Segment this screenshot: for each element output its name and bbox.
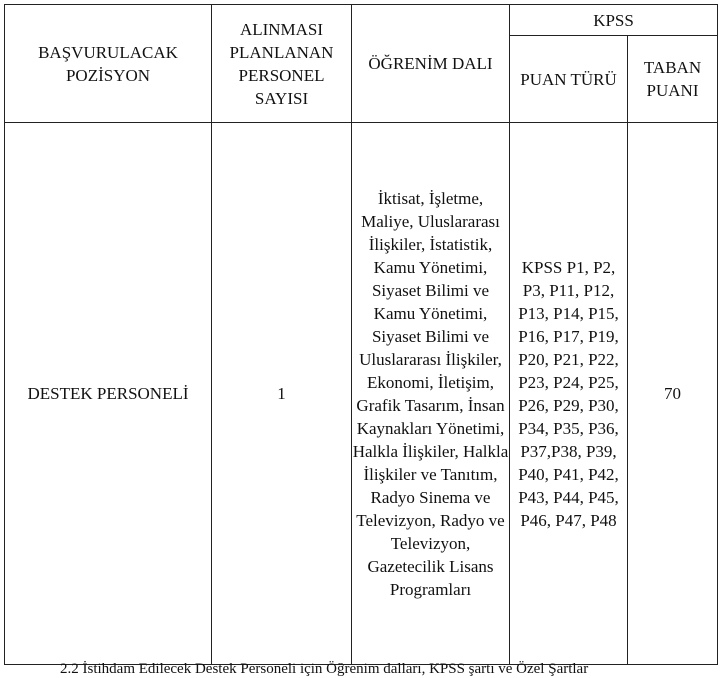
header-base-score: TABAN PUANI xyxy=(628,36,718,123)
header-position: BAŞVURULACAK POZİSYON xyxy=(5,5,212,123)
header-planned-count: ALINMASI PLANLANAN PERSONEL SAYISI xyxy=(212,5,352,123)
footnote: 2.2 İstihdam Edilecek Destek Personeli için Öğrenim dalları, KPSS şartı ve Özel Şartlar xyxy=(60,661,589,677)
recruitment-table xyxy=(4,4,718,665)
cell-base-score: 70 xyxy=(628,123,718,665)
header-score-type: PUAN TÜRÜ xyxy=(510,36,628,123)
header-kpss: KPSS xyxy=(510,5,718,36)
header-education-field: ÖĞRENİM DALI xyxy=(352,5,510,123)
cell-score-type: KPSS P1, P2, P3, P11, P12, P13, P14, P15, P16, P17, P19, P20, P21, P22, P23, P24, P25, P26, P29, P30, P34, P35, P36, P37,P38, P39, P40, P41, P42, P43, P44, P45, P46, P47, P48 xyxy=(510,123,628,665)
cell-planned-count: 1 xyxy=(212,123,352,665)
cell-position: DESTEK PERSONELİ xyxy=(5,123,212,665)
cell-education-field: İktisat, İşletme, Maliye, Uluslararası İlişkiler, İstatistik, Kamu Yönetimi, Siyaset Bilimi ve Kamu Yönetimi, Siyaset Bilimi ve Uluslararası İlişkiler, Ekonomi, İletişim, Grafik Tasarım, İnsan Kaynakları Yönetimi, Halkla İlişkiler, Halkla İlişkiler ve Tanıtım, Radyo Sinema ve Televizyon, Radyo ve Televizyon, Gazetecilik Lisans Programları xyxy=(352,123,510,665)
table-row xyxy=(5,123,718,665)
